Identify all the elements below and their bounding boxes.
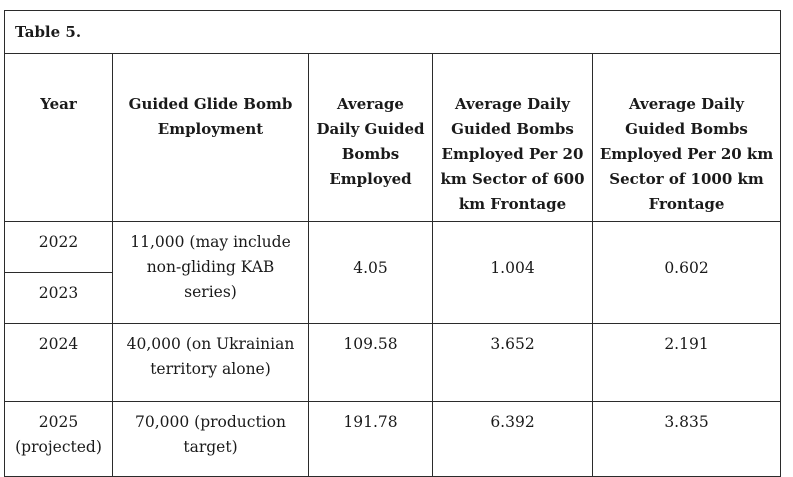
avg-daily-cell: 4.05: [309, 222, 433, 324]
header-per20-1000: Average Daily Guided Bombs Employed Per 20 km Sector of 1000 km Frontage: [593, 54, 781, 222]
year-cell: 2025 (projected): [5, 402, 113, 477]
header-row: [5, 54, 781, 222]
table-row: [5, 402, 781, 477]
header-year: Year: [5, 54, 113, 222]
per20-1000-cell: 0.602: [593, 222, 781, 324]
table-container: [4, 10, 780, 456]
per20-600-cell: 3.652: [433, 324, 593, 402]
table-row: [5, 222, 781, 273]
employment-cell: 11,000 (may include non-gliding KAB series): [113, 222, 309, 324]
per20-1000-cell: 2.191: [593, 324, 781, 402]
year-cell: 2024: [5, 324, 113, 402]
header-avg-daily: Average Daily Guided Bombs Employed: [309, 54, 433, 222]
per20-600-cell: 6.392: [433, 402, 593, 477]
year-cell: 2022: [5, 222, 113, 273]
per20-1000-cell: 3.835: [593, 402, 781, 477]
header-per20-600: Average Daily Guided Bombs Employed Per 20 km Sector of 600 km Frontage: [433, 54, 593, 222]
header-employment: Guided Glide Bomb Employment: [113, 54, 309, 222]
avg-daily-cell: 191.78: [309, 402, 433, 477]
data-table: [4, 10, 781, 477]
per20-600-cell: 1.004: [433, 222, 593, 324]
table-row: [5, 324, 781, 402]
year-cell: 2023: [5, 273, 113, 324]
table-title: Table 5.: [5, 11, 781, 54]
employment-cell: 40,000 (on Ukrainian territory alone): [113, 324, 309, 402]
employment-cell: 70,000 (production target): [113, 402, 309, 477]
avg-daily-cell: 109.58: [309, 324, 433, 402]
